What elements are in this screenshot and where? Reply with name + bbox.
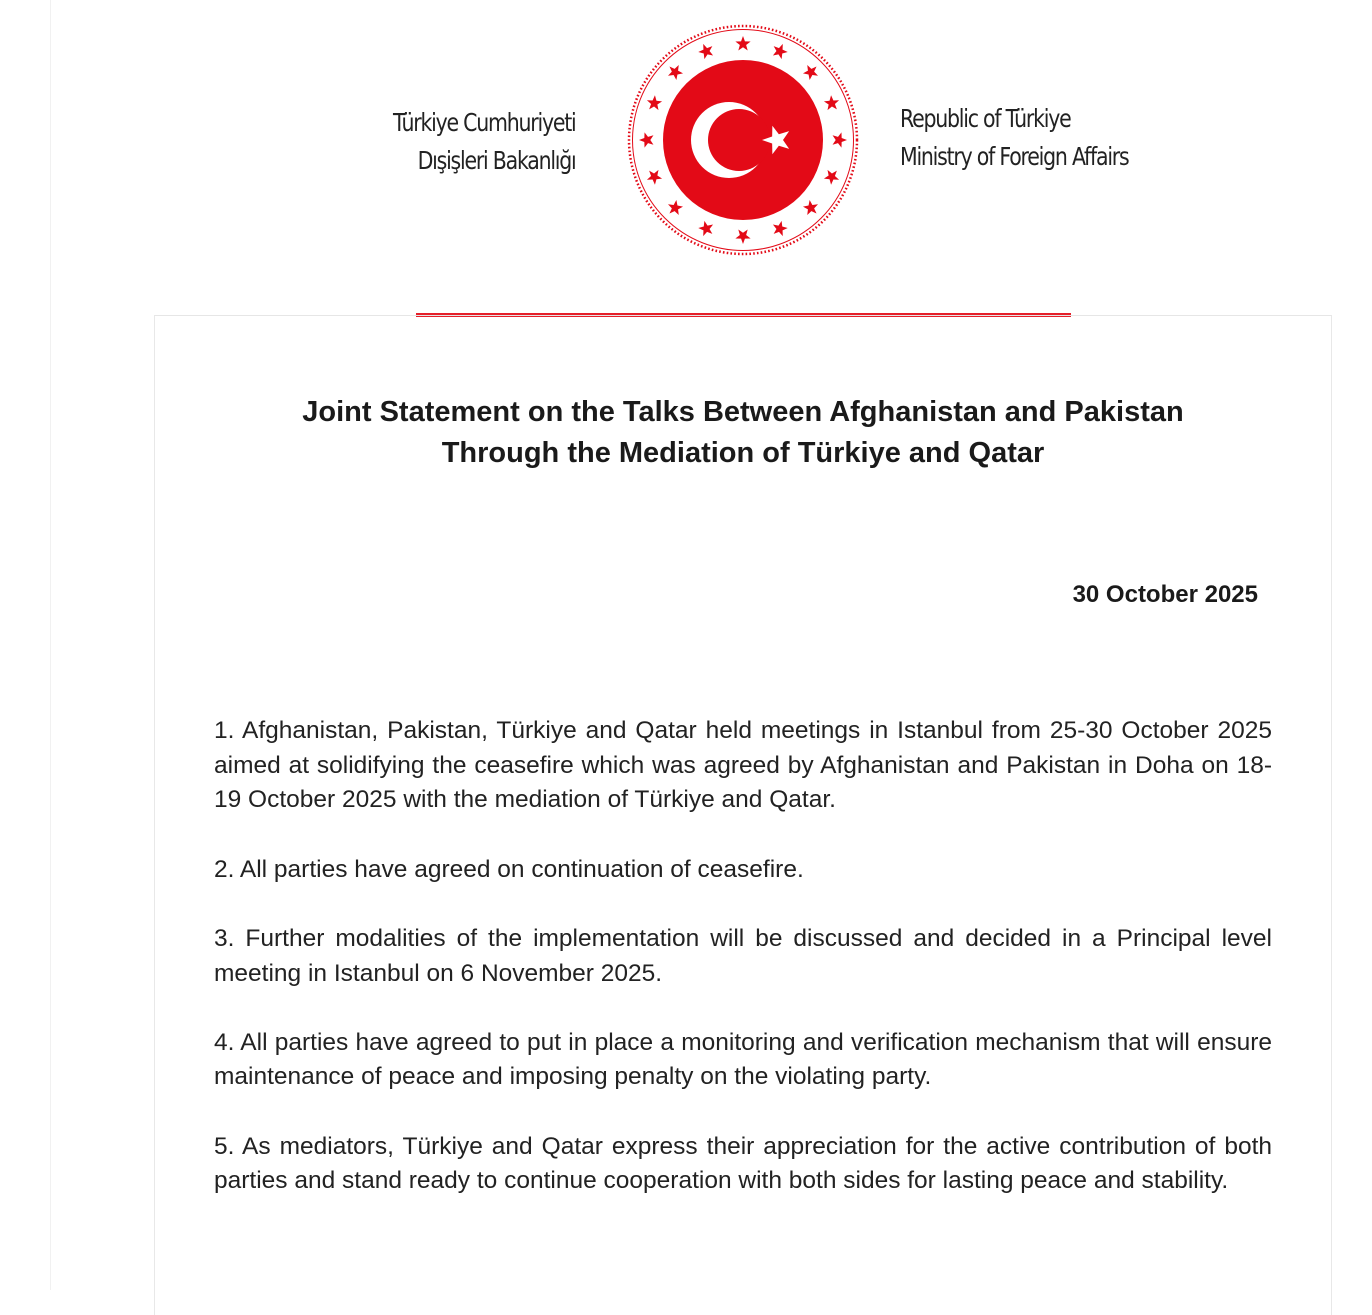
letterhead-turkish <box>394 104 576 180</box>
document-date: 30 October 2025 <box>1072 581 1258 608</box>
document-body <box>214 714 1272 1234</box>
letterhead-turkish-line-1: Türkiye Cumhuriyeti <box>393 108 576 137</box>
document-title <box>154 392 1332 474</box>
ring-star-icon <box>668 65 683 80</box>
ring-star-icon <box>639 132 653 147</box>
document-title-line-1: Joint Statement on the Talks Between Afghanistan and Pakistan <box>302 396 1184 428</box>
ring-star-icon <box>668 200 683 215</box>
letterhead-english-line-2: Ministry of Foreign Affairs <box>900 142 1129 171</box>
paragraph-1: 1. Afghanistan, Pakistan, Türkiye and Qatar held meetings in Istanbul from 25-30 October 2025 aimed at solidifying the ceasefire which was agreed by Afghanistan and Pakistan in Doha on 18-19 October 2025 with the mediation of Türkiye and Qatar. <box>214 717 1272 814</box>
ring-star-icon <box>803 200 818 215</box>
page-edge-line <box>50 0 51 1290</box>
paragraph-3: 3. Further modalities of the implementation will be discussed and decided in a Principal level meeting in Istanbul on 6 November 2025. <box>214 924 1272 987</box>
letterhead-english-line-1: Republic of Türkiye <box>900 104 1071 133</box>
document-title-line-2: Through the Mediation of Türkiye and Qatar <box>441 437 1045 469</box>
ring-star-icon <box>735 36 750 50</box>
crescent-and-star-seal-icon <box>625 22 861 258</box>
ring-star-icon <box>773 44 788 59</box>
paragraph-4: 4. All parties have agreed to put in place a monitoring and verification mechanism that will ensure maintenance of peace and imposing penalty on the violating party. <box>214 1028 1272 1091</box>
paragraph-2: 2. All parties have agreed on continuation of ceasefire. <box>214 855 804 883</box>
ring-star-icon <box>824 95 839 110</box>
ring-star-icon <box>647 170 662 185</box>
ring-star-icon <box>824 170 839 185</box>
ring-star-icon <box>803 65 818 80</box>
letterhead-turkish-line-2: Dışişleri Bakanlığı <box>418 146 576 175</box>
letterhead-english <box>900 100 1128 176</box>
ring-star-icon <box>698 44 713 59</box>
ring-star-icon <box>698 221 713 236</box>
ring-star-icon <box>735 230 750 244</box>
paragraph-5: 5. As mediators, Türkiye and Qatar express their appreciation for the active contribution of both parties and stand ready to continue cooperation with both sides for lasting peace and stability. <box>214 1132 1272 1195</box>
ring-star-icon <box>833 132 847 147</box>
ring-star-icon <box>773 221 788 236</box>
ring-star-icon <box>647 95 662 110</box>
